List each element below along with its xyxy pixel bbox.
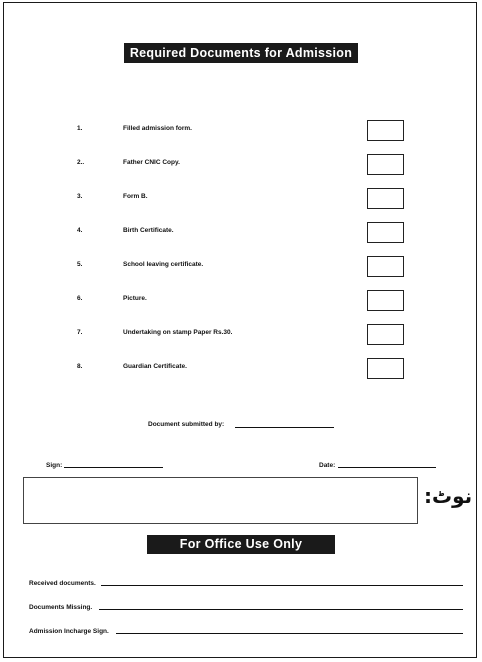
document-row [0,222,482,244]
date-line[interactable] [338,467,436,468]
admission-incharge-sign-line[interactable] [116,633,463,634]
sign-label: Sign: [46,462,63,469]
document-label: School leaving certificate. [123,261,204,268]
note-box[interactable] [23,477,418,524]
document-row [0,120,482,142]
page-title: Required Documents for Admission [124,43,358,63]
sign-line[interactable] [64,467,163,468]
document-checkbox[interactable] [367,324,404,345]
document-row [0,188,482,210]
document-number: 1. [77,125,83,132]
office-use-title: For Office Use Only [147,535,335,554]
document-label: Birth Certificate. [123,227,174,234]
received-documents-label: Received documents. [29,580,96,587]
document-number: 5. [77,261,83,268]
document-checkbox[interactable] [367,290,404,311]
document-label: Picture. [123,295,147,302]
document-checkbox[interactable] [367,154,404,175]
document-checkbox[interactable] [367,358,404,379]
document-label: Filled admission form. [123,125,192,132]
document-number: 4. [77,227,83,234]
note-label: نوٹ: [424,484,473,508]
date-label: Date: [319,462,336,469]
document-label: Undertaking on stamp Paper Rs.30. [123,329,233,336]
received-documents-line[interactable] [101,585,463,586]
documents-missing-label: Documents Missing. [29,604,93,611]
documents-missing-line[interactable] [99,609,463,610]
document-checkbox[interactable] [367,120,404,141]
document-checkbox[interactable] [367,256,404,277]
document-label: Guardian Certificate. [123,363,187,370]
document-row [0,290,482,312]
document-number: 6. [77,295,83,302]
document-checkbox[interactable] [367,188,404,209]
document-number: 3. [77,193,83,200]
document-number: 7. [77,329,83,336]
document-row [0,324,482,346]
document-label: Form B. [123,193,148,200]
submitted-by-label: Document submitted by: [148,421,225,428]
submitted-by-line[interactable] [235,427,334,428]
document-row [0,256,482,278]
document-checkbox[interactable] [367,222,404,243]
document-row [0,358,482,380]
document-number: 2.. [77,159,85,166]
document-row [0,154,482,176]
admission-incharge-sign-label: Admission Incharge Sign. [29,628,109,635]
document-label: Father CNIC Copy. [123,159,180,166]
document-number: 8. [77,363,83,370]
